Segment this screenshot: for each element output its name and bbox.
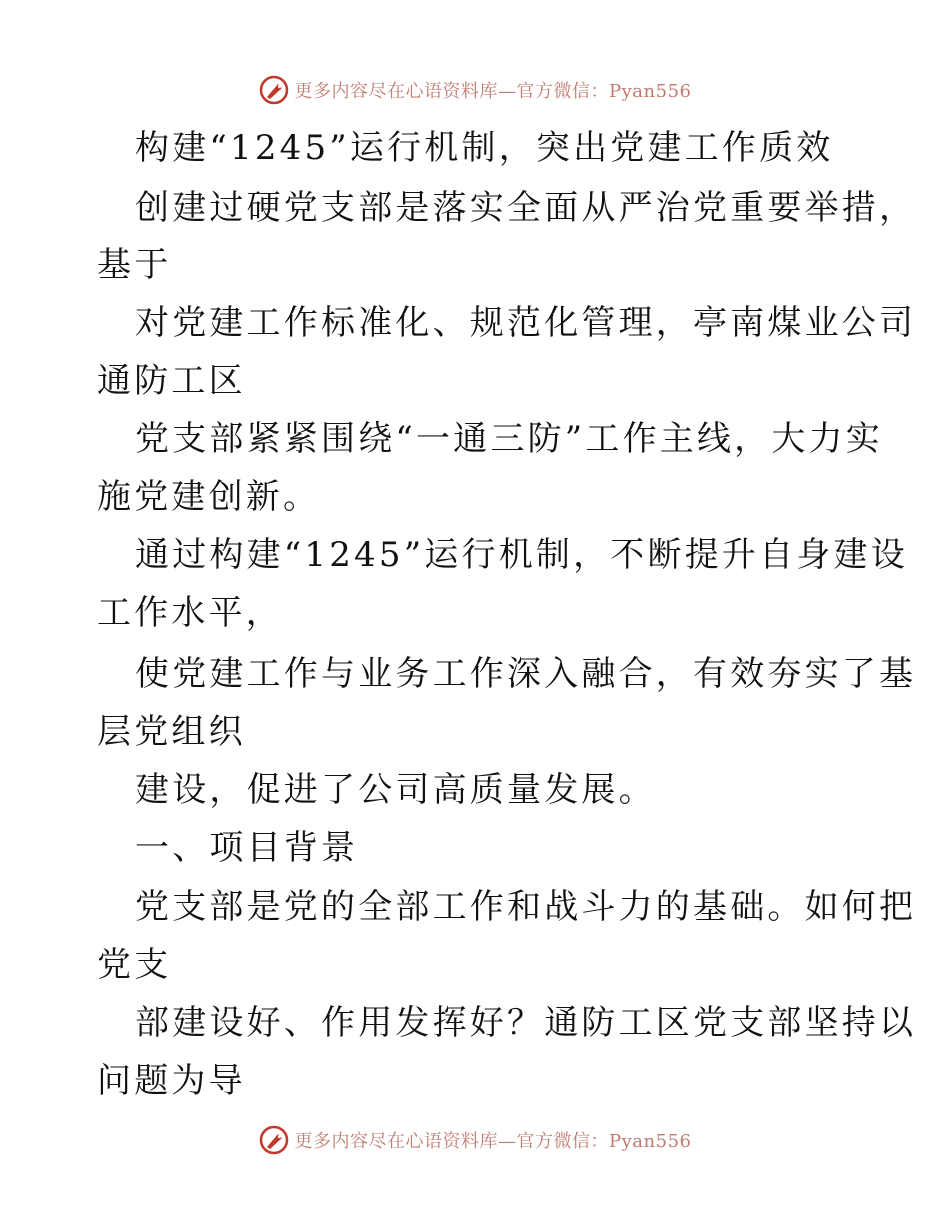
watermark-text: 更多内容尽在心语资料库—官方微信：Pyan556 — [294, 1131, 692, 1152]
paragraph-line: 使党建工作与业务工作深入融合，有效夯实了基 — [135, 654, 917, 694]
paragraph-line: 通过构建“1245”运行机制，不断提升自身建设 — [135, 535, 908, 575]
paragraph-line: 对党建工作标准化、规范化管理，亭南煤业公司 — [135, 303, 917, 343]
paragraph-line: 党支 — [97, 945, 172, 985]
section-heading: 一、项目背景 — [135, 828, 359, 868]
paragraph-line: 通防工区 — [97, 361, 246, 401]
paragraph-line: 建设，促进了公司高质量发展。 — [135, 770, 656, 810]
paragraph-line: 工作水平， — [97, 593, 283, 633]
paragraph-line: 问题为导 — [97, 1061, 246, 1101]
paragraph-line: 基于 — [97, 245, 172, 285]
paragraph-line: 党支部紧紧围绕“一通三防”工作主线，大力实 — [135, 419, 883, 459]
watermark-footer — [0, 1120, 950, 1160]
paragraph-line: 层党组织 — [97, 712, 246, 752]
paragraph-line: 党支部是党的全部工作和战斗力的基础。如何把 — [135, 887, 917, 927]
pen-nib-icon — [259, 1125, 289, 1155]
paragraph-line: 创建过硬党支部是落实全面从严治党重要举措， — [135, 188, 917, 228]
watermark-header — [0, 70, 950, 110]
paragraph-line: 部建设好、作用发挥好？通防工区党支部坚持以 — [135, 1003, 917, 1043]
document-title: 构建“1245”运行机制，突出党建工作质效 — [135, 128, 834, 168]
pen-nib-icon — [259, 75, 289, 105]
watermark-text: 更多内容尽在心语资料库—官方微信：Pyan556 — [294, 81, 692, 102]
paragraph-line: 施党建创新。 — [97, 477, 321, 517]
